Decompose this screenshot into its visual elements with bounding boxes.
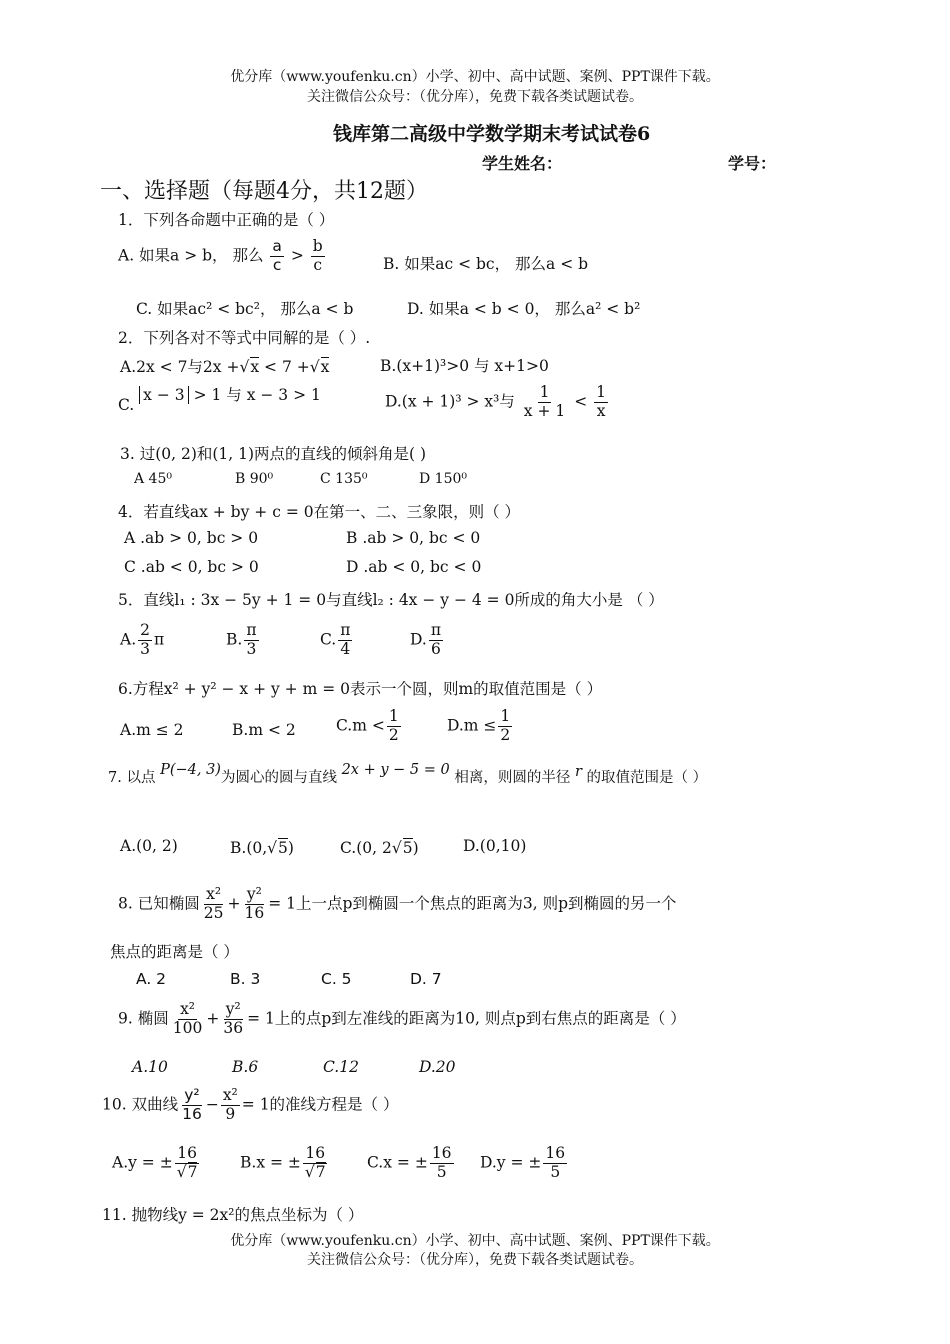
q9-n1: x² (180, 1000, 196, 1018)
q5-b-num: π (246, 621, 257, 639)
q10-c-den: 5 (436, 1162, 447, 1181)
q10-b-den: 7 (315, 1162, 326, 1181)
exam-title: 钱库第二高级中学数学期末考试试卷6 (333, 123, 651, 145)
q10-a-label: A.y = ± (112, 1153, 173, 1172)
question-2-option-b: B.(x+1)³>0 与 x+1>0 (380, 357, 549, 375)
student-name-label: 学生姓名： (482, 154, 563, 173)
q5-a-num: 2 (140, 621, 150, 639)
q7-r: r (574, 764, 582, 780)
question-1-option-c: C. 如果ac² < bc²， 那么a < b (136, 300, 354, 318)
question-9-stem (118, 1001, 686, 1038)
question-4-option-d: D .ab < 0, bc < 0 (346, 558, 482, 576)
q10-b-frac: $\frac{16}{√7}$ (304, 1144, 326, 1181)
question-2-option-a: A.2x < 7与2x +√x < 7 +√x (120, 358, 330, 376)
q10-b-label: B.x = ± (240, 1153, 301, 1172)
q10-d-den: 5 (550, 1162, 561, 1181)
question-3-option-a: A 45⁰ (134, 471, 172, 487)
q2-d-den2: x (596, 401, 606, 420)
q10-a-den: 7 (187, 1162, 198, 1181)
question-9-option-d: D.20 (419, 1058, 456, 1076)
q1-a-frac-1 (270, 238, 284, 275)
q10-b-num: 16 (305, 1144, 326, 1162)
question-10-option-d (480, 1145, 569, 1182)
question-8-option-c: C. 5 (321, 970, 352, 988)
question-8-option-a: A. 2 (136, 970, 167, 988)
question-7-option-b: B.(0,√5) (230, 839, 294, 857)
question-1-option-b: B. 如果ac < bc， 那么a < b (383, 255, 589, 273)
question-6-option-a: A.m ≤ 2 (120, 721, 184, 739)
q7-b-post: ) (287, 839, 294, 857)
header-line-2: 关注微信公众号：（优分库），免费下载各类试题试卷。 (307, 89, 643, 105)
q9-d1: 100 (172, 1018, 203, 1037)
q9-num: 9. (118, 1009, 133, 1028)
q9-n2: y² (225, 1000, 241, 1018)
q8-pre: 已知椭圆 (137, 894, 200, 913)
question-7-stem (108, 762, 708, 787)
question-5-option-c (320, 622, 354, 659)
q10-d-num: 16 (545, 1144, 566, 1162)
q10-minus: − (205, 1095, 219, 1114)
q8-n1: x² (206, 885, 222, 903)
q5-a-label: A. (120, 630, 137, 649)
q5-b-label: B. (226, 630, 243, 649)
question-7-option-c: C.(0, 2√5) (340, 839, 419, 857)
q5-c-num: π (340, 621, 351, 639)
q9-d2: 36 (223, 1018, 244, 1037)
q10-frac-2 (221, 1087, 240, 1124)
q6-d-frac (498, 708, 512, 745)
q10-d2: 9 (225, 1104, 236, 1123)
q6-d-num: 1 (500, 707, 511, 725)
question-8-stem (118, 886, 677, 923)
q6-c-frac (387, 708, 401, 745)
q10-d-frac (543, 1145, 567, 1182)
q10-a-num: 16 (177, 1144, 197, 1162)
q5-d-label: D. (410, 630, 427, 649)
q5-c-den: 4 (340, 639, 351, 658)
question-7-option-a: A.(0, 2) (120, 837, 178, 855)
question-2-option-c (118, 386, 321, 415)
question-3-option-b: B 90⁰ (235, 471, 274, 487)
q8-plus: + (227, 894, 241, 913)
section-title: 一、选择题（每题4分，共12题） (100, 179, 428, 204)
q6-d-den: 2 (500, 725, 511, 744)
question-8-option-d: D. 7 (410, 970, 442, 988)
question-11-stem: 11. 抛物线y = 2x²的焦点坐标为（ ） (102, 1206, 364, 1224)
q10-frac-1 (180, 1087, 204, 1124)
q8-d1: 25 (203, 903, 224, 922)
footer-line-2: 关注微信公众号：（优分库），免费下载各类试题试卷。 (307, 1252, 643, 1268)
q5-a-den: 3 (140, 639, 150, 658)
q5-d-den: 6 (430, 639, 441, 658)
q7-b-pre: B.(0, (230, 839, 268, 857)
question-4-option-b: B .ab > 0, bc < 0 (346, 529, 481, 547)
q10-post: = 1的准线方程是（ ） (241, 1095, 399, 1114)
question-3-stem: 3. 过(0, 2)和(1, 1)两点的直线的倾斜角是( ) (120, 445, 427, 463)
q6-c-num: 1 (388, 707, 399, 725)
question-2-option-d (385, 384, 610, 421)
q5-b-frac (244, 622, 258, 659)
q2-c-rest: > 1 与 x − 3 > 1 (193, 386, 321, 404)
question-6-option-c (336, 708, 403, 745)
q7-c-rad: 5 (402, 839, 413, 857)
q7-stem-pre: 7. 以点 (108, 770, 156, 786)
q2-d-frac-2 (594, 384, 608, 421)
q1-a-den2: c (313, 255, 323, 274)
q1-a-num: a (272, 237, 282, 255)
q10-n1: y² (184, 1086, 200, 1104)
question-7-option-d: D.(0,10) (463, 837, 527, 855)
q2-d-frac-1 (522, 384, 567, 421)
q9-post: = 1上的点p到左准线的距离为10, 则点p到右焦点的距离是（ ） (247, 1009, 686, 1028)
q2-d-lt: < (574, 392, 588, 411)
q7-stem-end: 的取值范围是（ ） (586, 770, 708, 786)
q2-d-num1: 1 (539, 383, 550, 401)
question-6-stem: 6.方程x² + y² − x + y + m = 0表示一个圆，则m的取值范围是（ ） (118, 680, 603, 698)
question-9-option-a: A.10 (132, 1058, 168, 1076)
q1-a-den: c (272, 255, 282, 274)
q10-a-frac: $\frac{16}{√7}$ (176, 1144, 198, 1181)
question-5-stem: 5．直线l₁ : 3x − 5y + 1 = 0与直线l₂ : 4x − y − 4 = 0所成的角大小是 （ ） (118, 591, 664, 609)
q8-d2: 16 (244, 903, 265, 922)
q7-stem-mid: 为圆心的圆与直线 (220, 770, 337, 786)
question-3-option-d: D 150⁰ (419, 471, 468, 487)
question-4-option-a: A .ab > 0, bc > 0 (124, 529, 259, 547)
question-4-stem: 4．若直线ax + by + c = 0在第一、二、三象限，则（ ） (118, 503, 521, 521)
q8-frac-2 (242, 886, 266, 923)
q5-a-frac (138, 622, 152, 659)
q9-plus: + (206, 1009, 220, 1028)
q8-n2: y² (246, 885, 262, 903)
q8-num: 8. (118, 894, 133, 913)
q6-d-label: D.m ≤ (447, 716, 497, 735)
q7-point: P(−4, 3) (160, 762, 221, 778)
header-line-1: 优分库（www.youfenku.cn）小学、初中、高中试题、案例、PPT课件下载。 (230, 69, 720, 85)
q9-pre: 椭圆 (137, 1009, 169, 1028)
q1-a-gt: > (290, 246, 304, 265)
q7-c-post: ) (412, 839, 419, 857)
q6-c-den: 2 (388, 725, 399, 744)
question-3-option-c: C 135⁰ (320, 471, 368, 487)
question-10-option-c (367, 1145, 456, 1182)
question-4-option-c: C .ab < 0, bc > 0 (124, 558, 259, 576)
student-number-label: 学号： (728, 154, 777, 173)
q2-d-pre: D.(x + 1)³ > x³与 (385, 392, 515, 411)
q7-c-pre: C.(0, 2 (340, 839, 392, 857)
question-6-option-b: B.m < 2 (232, 721, 296, 739)
question-10-option-a (112, 1145, 201, 1182)
q10-d1: 16 (182, 1104, 202, 1123)
q7-b-rad: 5 (278, 839, 288, 857)
q2-c-abs: x − 3 (139, 386, 188, 404)
question-8-line-2: 焦点的距离是（ ） (110, 943, 239, 961)
q2-a-pre: A.2x < 7与2x + (120, 358, 240, 376)
question-1-stem: 1．下列各命题中正确的是（ ） (118, 211, 335, 229)
question-1-option-d: D. 如果a < b < 0， 那么a² < b² (407, 300, 641, 318)
q1-a-text: A. 如果a > b， 那么 (118, 246, 264, 265)
q10-c-label: C.x = ± (367, 1153, 428, 1172)
q5-c-label: C. (320, 630, 337, 649)
q2-a-rad1: x (250, 358, 260, 376)
q10-c-frac (430, 1145, 454, 1182)
q9-frac-1 (171, 1001, 205, 1038)
q7-line: 2x + y − 5 = 0 (341, 762, 450, 778)
q1-a-num2: b (312, 237, 323, 255)
q9-frac-2 (221, 1001, 245, 1038)
footer-line-1: 优分库（www.youfenku.cn）小学、初中、高中试题、案例、PPT课件下载。 (230, 1233, 720, 1249)
question-9-option-c: C.12 (323, 1058, 359, 1076)
question-2-stem: 2．下列各对不等式中同解的是（ ）. (118, 329, 371, 347)
q5-d-num: π (430, 621, 441, 639)
q10-d-label: D.y = ± (480, 1153, 542, 1172)
q1-a-frac-2 (311, 238, 325, 275)
q2-d-num2: 1 (596, 383, 606, 401)
q8-frac-1 (202, 886, 226, 923)
question-6-option-d (447, 708, 514, 745)
question-1-option-a (118, 238, 327, 275)
q10-c-num: 16 (431, 1144, 452, 1162)
q6-c-label: C.m < (336, 716, 385, 735)
q7-stem-post: 相离，则圆的半径 (454, 770, 571, 786)
question-5-option-a (120, 622, 164, 659)
question-10-option-b (240, 1145, 330, 1182)
q10-n2: x² (222, 1086, 238, 1104)
q2-a-rad2: x (320, 358, 330, 376)
q2-d-den1: x + 1 (523, 401, 566, 420)
question-5-option-d (410, 622, 445, 659)
q5-c-frac (338, 622, 352, 659)
q5-d-frac (429, 622, 443, 659)
q2-c-label: C. (118, 396, 135, 414)
q10-pre: 10. 双曲线 (102, 1095, 179, 1114)
question-9-option-b: B.6 (232, 1058, 259, 1076)
q5-a-tail: π (154, 630, 165, 649)
question-10-stem (102, 1087, 399, 1124)
q2-a-mid: < 7 + (264, 358, 310, 376)
question-8-option-b: B. 3 (230, 970, 261, 988)
question-5-option-b (226, 622, 261, 659)
q5-b-den: 3 (246, 639, 257, 658)
q8-post: = 1上一点p到椭圆一个焦点的距离为3, 则p到椭圆的另一个 (268, 894, 677, 913)
